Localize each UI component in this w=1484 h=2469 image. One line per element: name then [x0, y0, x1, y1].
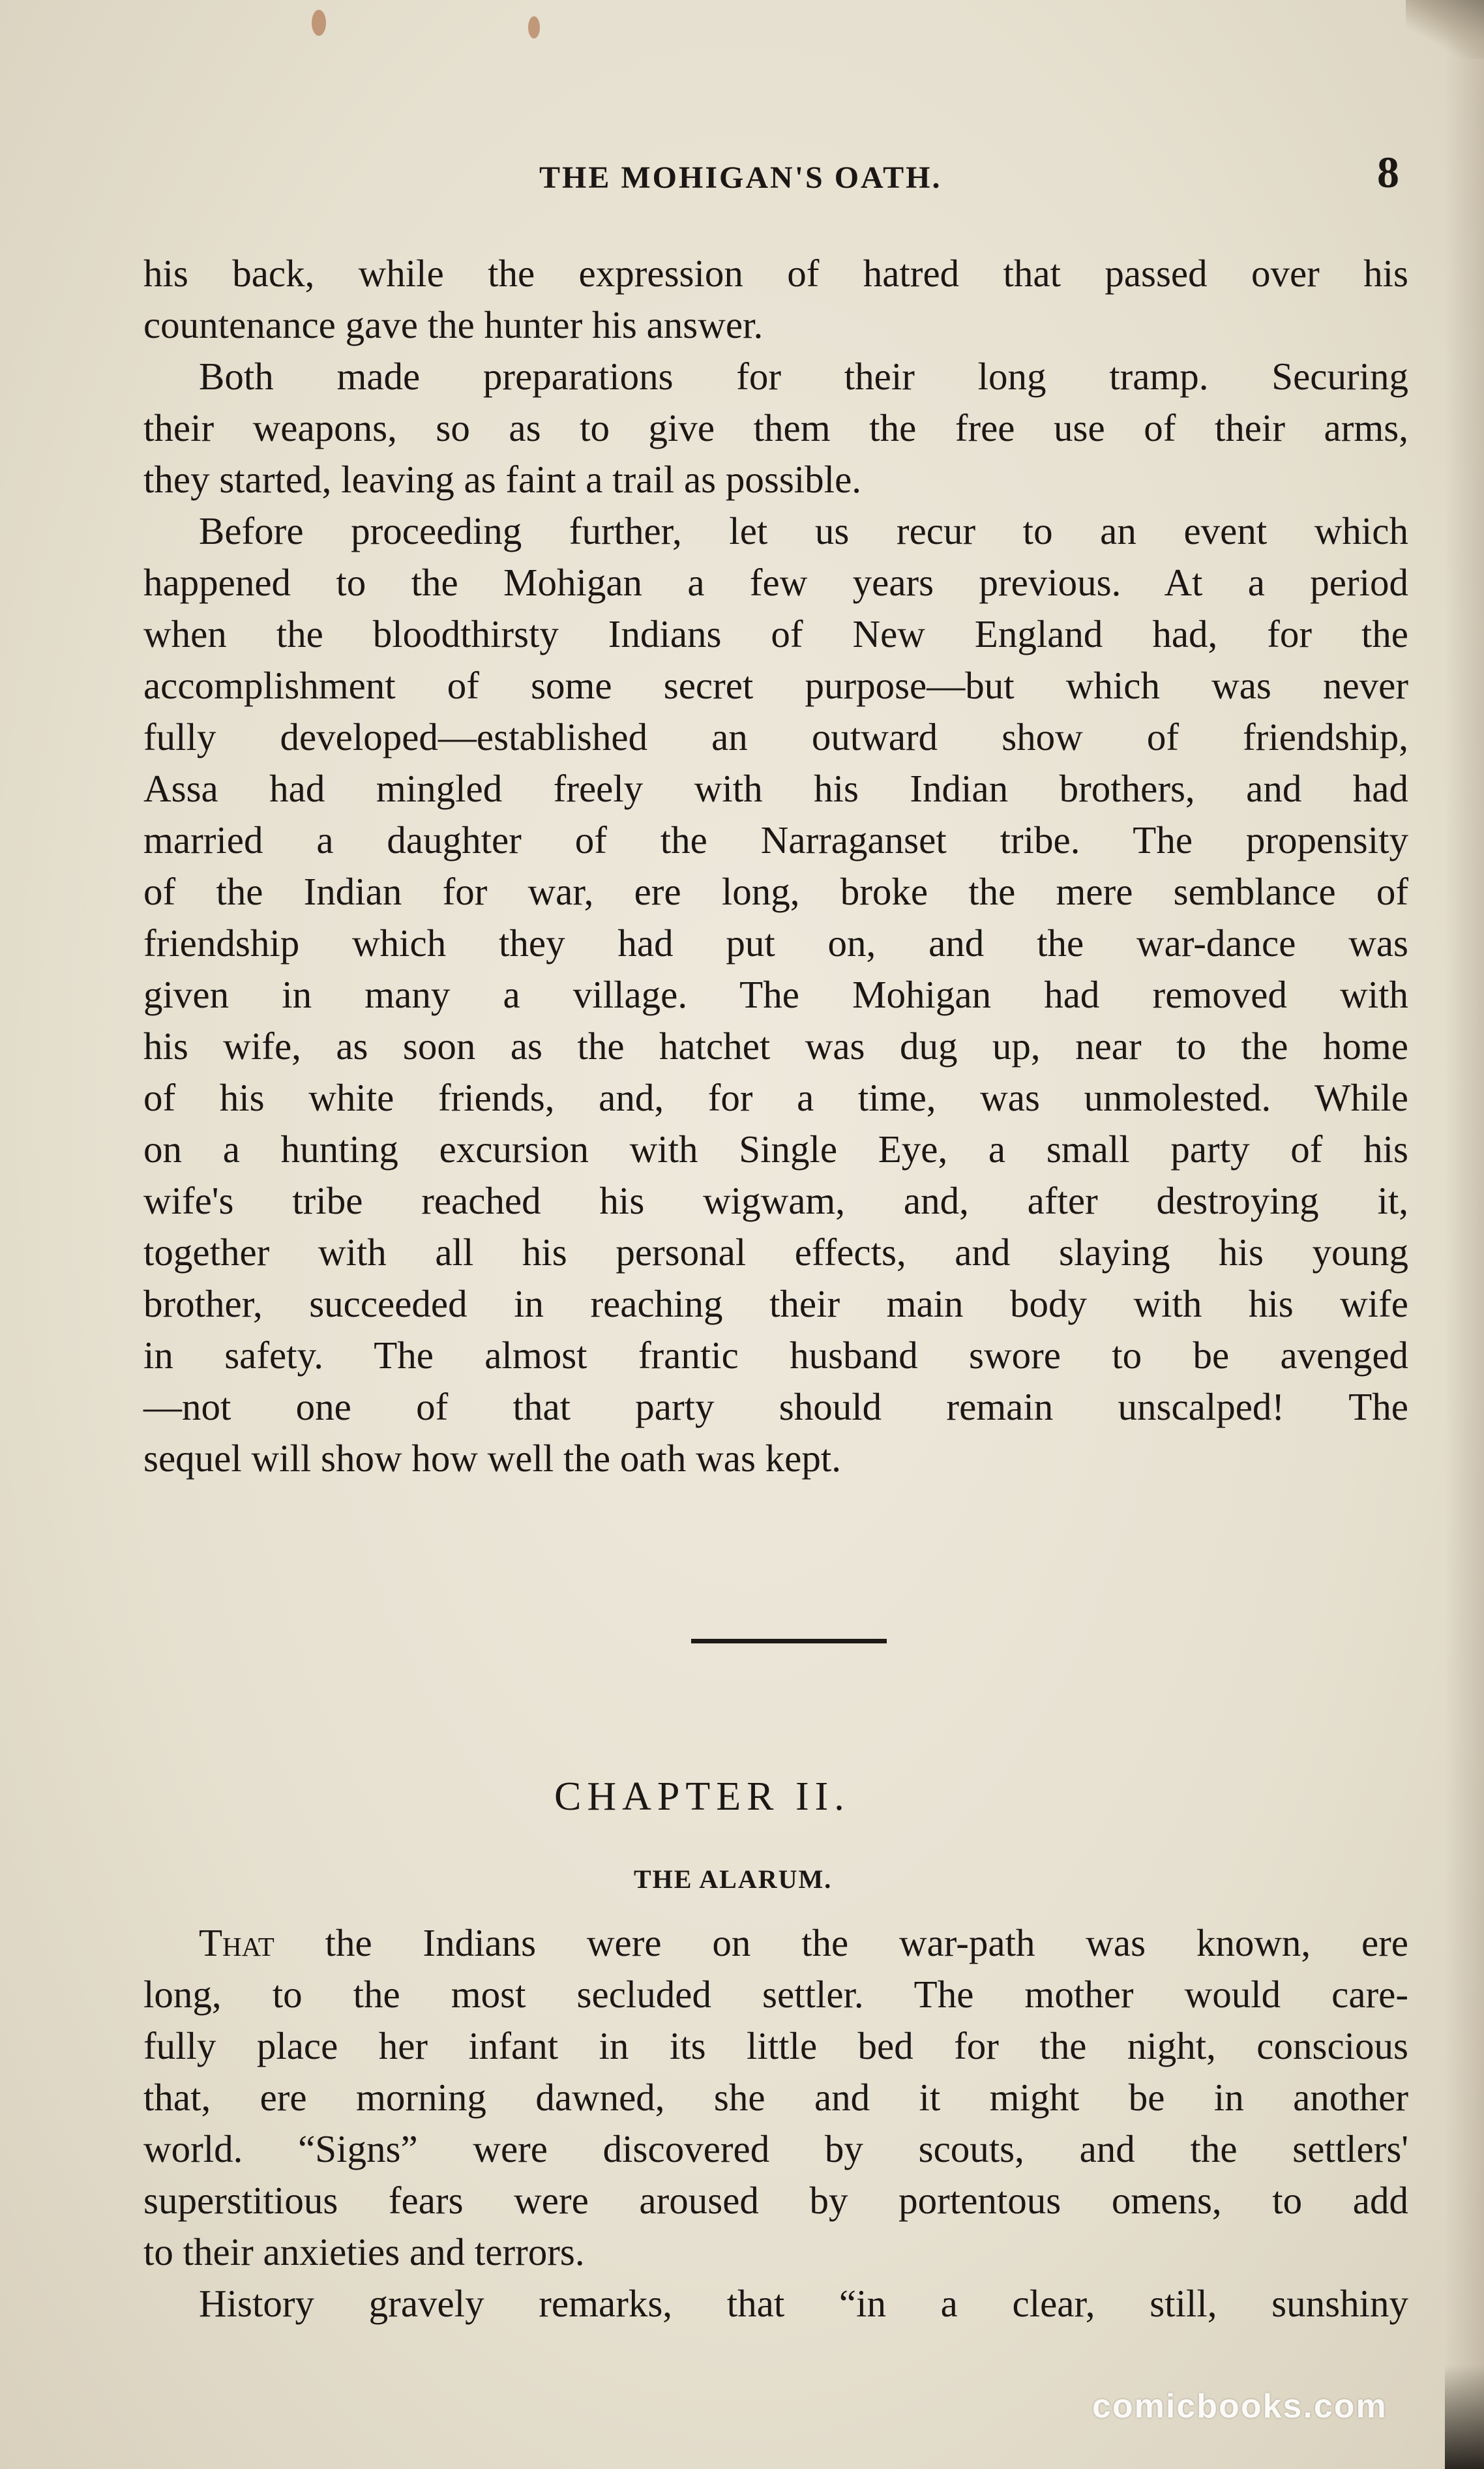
section-divider-rule — [691, 1639, 887, 1643]
text-line: Both made preparations for their long tramp. Securing — [199, 355, 1408, 398]
text-line: fully place her infant in its little bed for the night, conscious — [143, 2024, 1408, 2067]
chapter-1-ending-text — [143, 248, 1408, 1484]
text-line: on a hunting excursion with Single Eye, a small party of his — [143, 1128, 1408, 1171]
text-line: Assa had mingled freely with his Indian brothers, and had — [143, 767, 1408, 810]
page-corner-shadow — [1445, 2365, 1484, 2469]
text-line: that, ere morning dawned, she and it might be in another — [143, 2076, 1408, 2119]
text-line: to their anxieties and terrors. — [143, 2230, 585, 2273]
text-line: wife's tribe reached his wigwam, and, after destroying it, — [143, 1179, 1408, 1222]
text-line: married a daughter of the Narraganset tribe. The propensity — [143, 818, 1408, 861]
paper-stain — [312, 10, 326, 36]
page-number: 8 — [1377, 147, 1399, 197]
text-line: Before proceeding further, let us recur to an event which — [199, 509, 1408, 552]
text-line — [143, 1917, 1408, 1969]
running-head: THE MOHIGAN'S OATH. — [539, 160, 942, 195]
chapter-subtitle: THE ALARUM. — [634, 1864, 833, 1894]
text-line: together with all his personal effects, and slaying his young — [143, 1231, 1408, 1274]
text-line: his wife, as soon as the hatchet was dug up, near to the home — [143, 1025, 1408, 1068]
text-line: friendship which they had put on, and the war-dance was — [143, 921, 1408, 965]
text-line: of his white friends, and, for a time, was unmolested. While — [143, 1076, 1408, 1119]
text-line: they started, leaving as faint a trail as possible. — [143, 458, 862, 501]
text-line: when the bloodthirsty Indians of New England had, for the — [143, 612, 1408, 655]
page-edge-shadow — [1445, 0, 1484, 2469]
text-line: —not one of that party should remain unscalped! The — [143, 1385, 1408, 1428]
opening-line-text: the Indians were on the war-path was known, ere — [274, 1921, 1408, 1964]
chapter-2-text — [143, 1917, 1408, 2329]
text-line: superstitious fears were aroused by portentous omens, to add — [143, 2179, 1408, 2222]
text-line: History gravely remarks, that “in a clear, still, sunshiny — [199, 2282, 1408, 2325]
text-line: world. “Signs” were discovered by scouts, and the settlers' — [143, 2127, 1408, 2170]
text-line: in safety. The almost frantic husband swore to be avenged — [143, 1334, 1408, 1377]
text-line: his back, while the expression of hatred that passed over his — [143, 252, 1408, 295]
page-corner-fold — [1406, 0, 1484, 59]
text-line: given in many a village. The Mohigan had removed with — [143, 973, 1408, 1016]
watermark: comicbooks.com — [1092, 2387, 1388, 2425]
text-line: fully developed—established an outward show of friendship, — [143, 715, 1408, 758]
text-line: accomplishment of some secret purpose—but which was never — [143, 664, 1408, 707]
text-line: countenance gave the hunter his answer. — [143, 303, 764, 346]
chapter-title: CHAPTER II. — [554, 1774, 850, 1819]
paper-stain — [528, 16, 540, 38]
text-line: sequel will show how well the oath was kept. — [143, 1437, 842, 1480]
text-line: long, to the most secluded settler. The mother would care- — [143, 1973, 1408, 2016]
text-line: happened to the Mohigan a few years previous. At a period — [143, 561, 1408, 604]
text-line: their weapons, so as to give them the free use of their arms, — [143, 406, 1408, 449]
text-line: of the Indian for war, ere long, broke the mere semblance of — [143, 870, 1408, 913]
chapter-opening-word: That — [199, 1921, 275, 1964]
text-line: brother, succeeded in reaching their main body with his wife — [143, 1282, 1408, 1325]
